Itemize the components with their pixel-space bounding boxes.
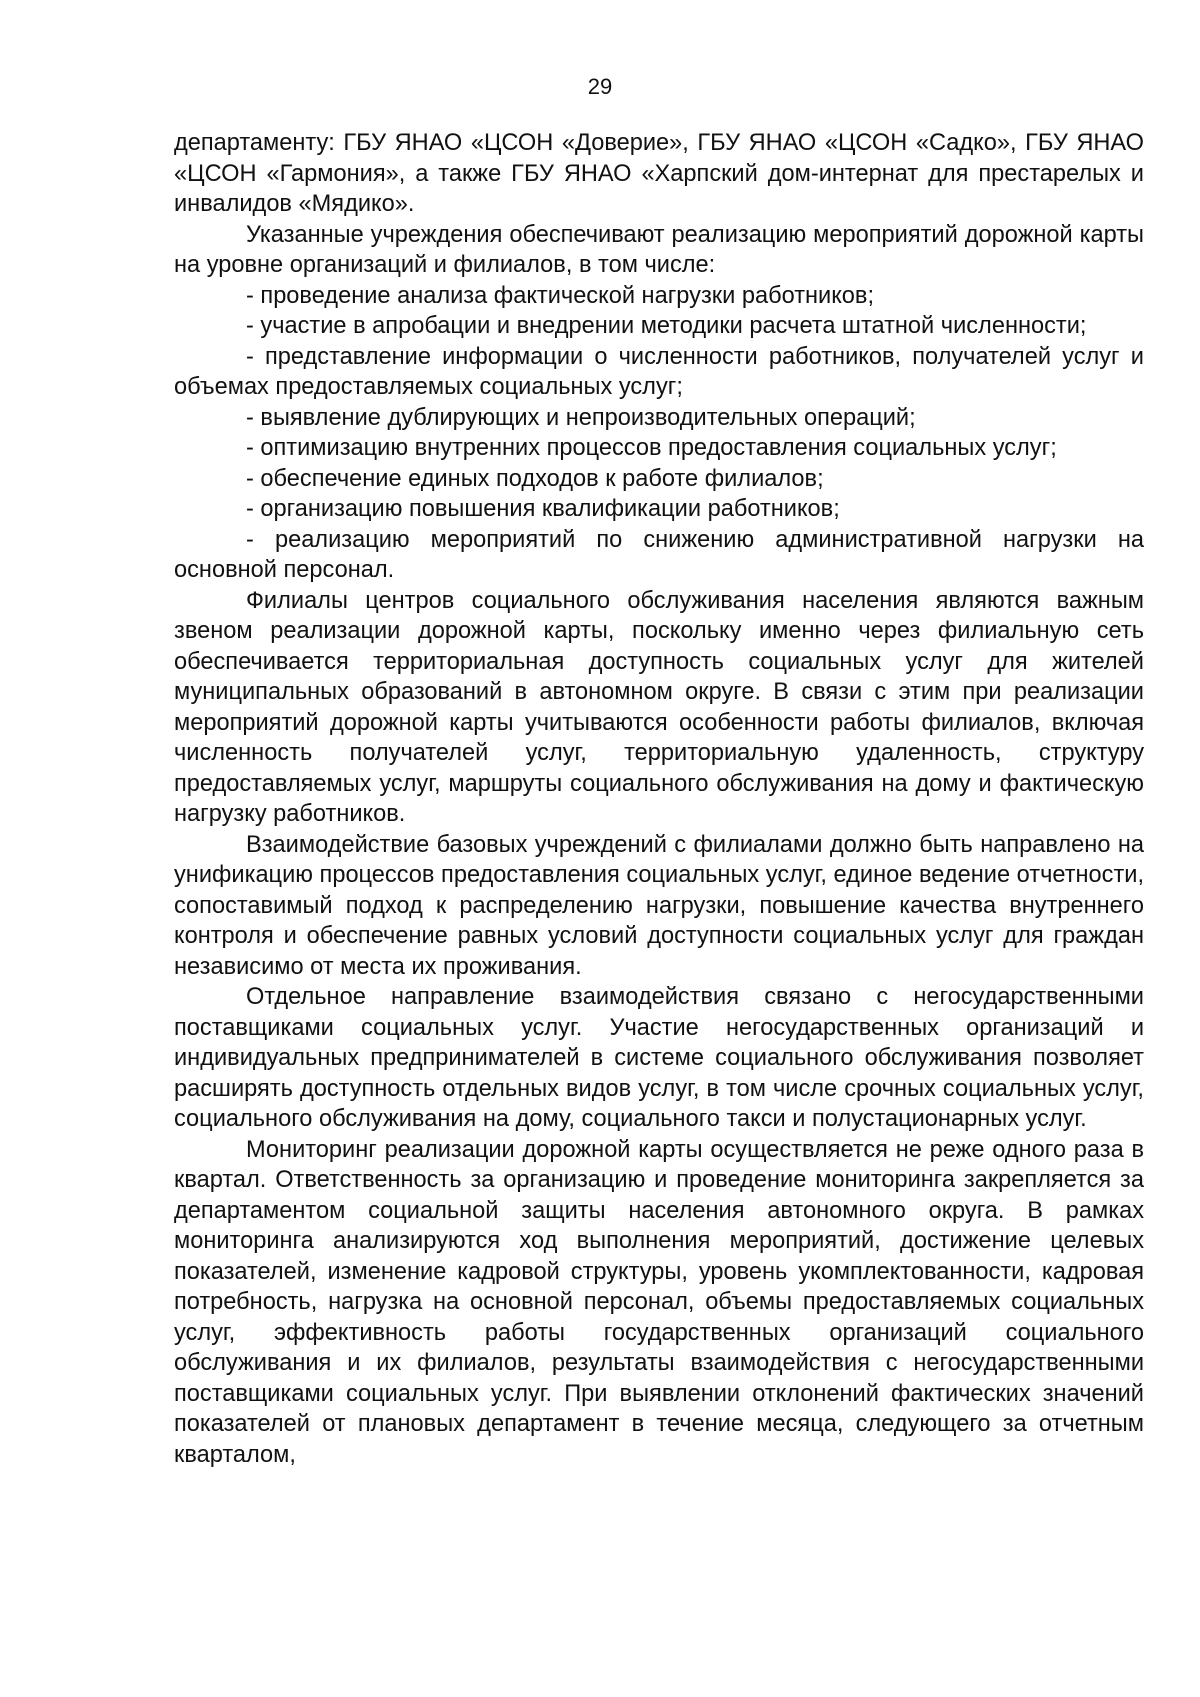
list-item: - проведение анализа фактической нагрузки работников; <box>246 282 875 309</box>
list-item: - участие в апробации и внедрении методики расчета штатной численности; <box>246 313 1087 339</box>
paragraph-monitoring: Мониторинг реализации дорожной карты осуществляется не реже одного раза в квартал. Ответственность за организацию и проведение мониторинга закрепляется за департаментом социальной защиты населения автономного округа. В рамках мониторинга анализируются ход выполнения мероприятий, достижение целевых показателей, изменение кадровой структуры, уровень укомплектованности, кадровая потребность, нагрузка на основной персонал, объемы предоставляемых социальных услуг, эффективность работы государственных организаций социального обслуживания и их филиалов, результаты взаимодействия с негосударственными поставщиками социальных услуг. При выявлении отклонений фактических значений показателей от плановых департамент в течение месяца, следующего за отчетным кварталом, <box>174 1136 1144 1468</box>
paragraph-branches: Филиалы центров социального обслуживания населения являются важным звеном реализации дорожной карты, поскольку именно через филиальную сеть обеспечивается территориальная доступность социальных услуг для жителей муниципальных образований в автономном округе. В связи с этим при реализации мероприятий дорожной карты учитываются особенности работы филиалов, включая численность получателей услуг, территориальную удаленность, структуру предоставляемых услуг, маршруты социального обслуживания на дому и фактическую нагрузку работников. <box>174 587 1144 827</box>
document-body <box>174 128 1144 1470</box>
list-item: - реализацию мероприятий по снижению административной нагрузки на основной персонал. <box>174 526 1144 583</box>
list-item: - выявление дублирующих и непроизводительных операций; <box>246 404 916 431</box>
paragraph-nongovernmental: Отдельное направление взаимодействия связано с негосударственными поставщиками социальных услуг. Участие негосударственных организаций и индивидуальных предпринимателей в системе социального обслуживания позволяет расширять доступность отдельных видов услуг, в том числе срочных социальных услуг, социального обслуживания на дому, социального такси и полустационарных услуг. <box>174 984 1144 1132</box>
paragraph-continuation: департаменту: ГБУ ЯНАО «ЦСОН «Доверие», ГБУ ЯНАО «ЦСОН «Садко», ГБУ ЯНАО «ЦСОН «Гармония», а также ГБУ ЯНАО «Харпский дом-интернат для престарелых и инвалидов «Мядико». <box>174 130 1144 217</box>
page-number: 29 <box>587 74 613 99</box>
list-item: - представление информации о численности работников, получателей услуг и объемах предоставляемых социальных услуг; <box>174 343 1144 400</box>
paragraph-institutions: Указанные учреждения обеспечивают реализацию мероприятий дорожной карты на уровне организаций и филиалов, в том числе: <box>174 221 1144 278</box>
list-item: - оптимизацию внутренних процессов предоставления социальных услуг; <box>246 435 1057 461</box>
list-item: - обеспечение единых подходов к работе филиалов; <box>246 465 824 492</box>
list-item: - организацию повышения квалификации работников; <box>246 496 840 522</box>
paragraph-interaction: Взаимодействие базовых учреждений с филиалами должно быть направлено на унификацию процессов предоставления социальных услуг, единое ведение отчетности, сопоставимый подход к распределению нагрузки, повышение качества внутреннего контроля и обеспечение равных условий доступности социальных услуг для граждан независимо от места их проживания. <box>174 831 1144 980</box>
